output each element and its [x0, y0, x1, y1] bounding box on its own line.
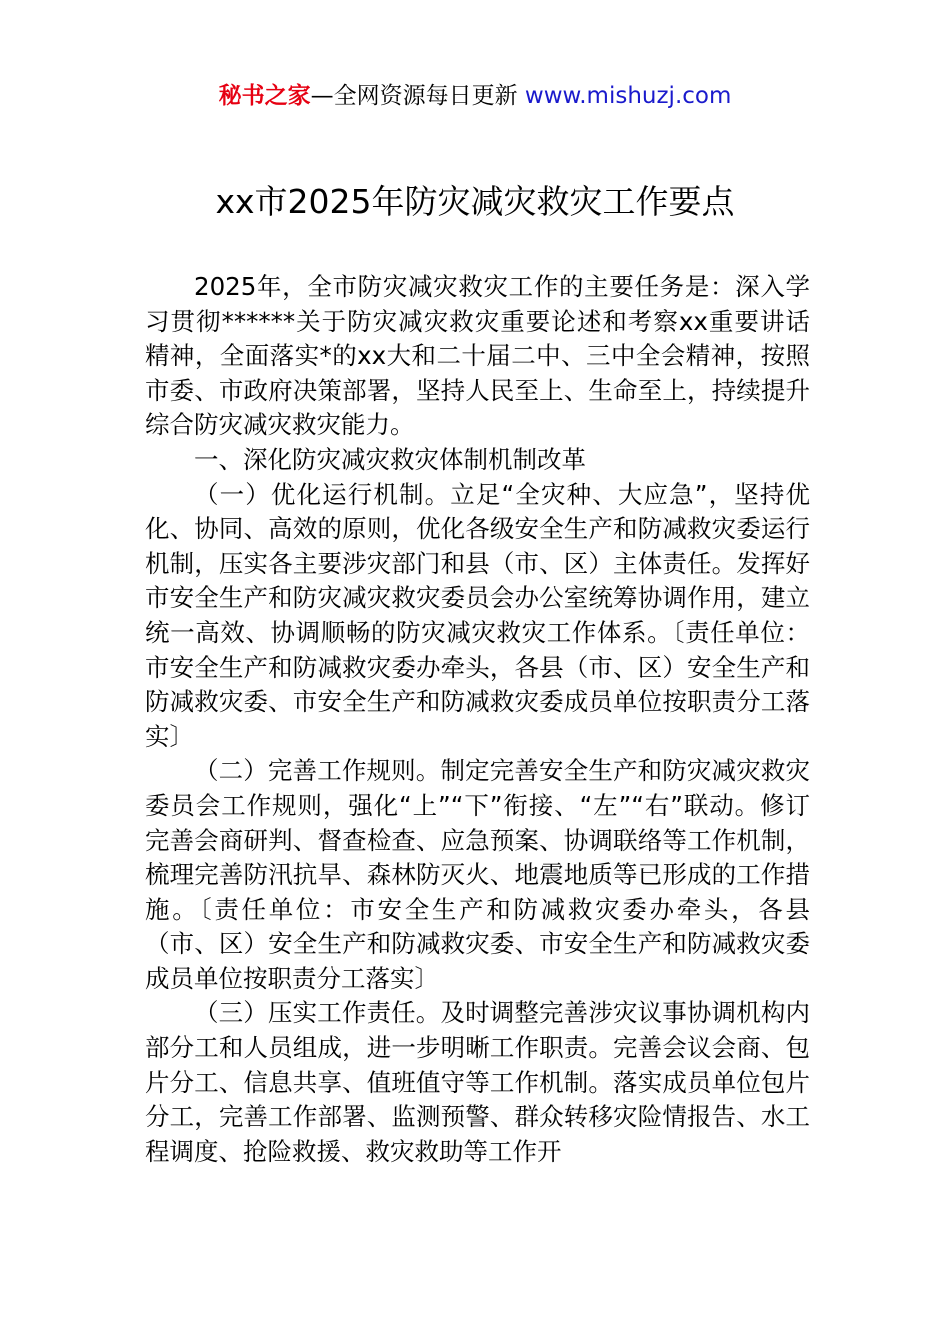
- intro-paragraph: 2025年，全市防灾减灾救灾工作的主要任务是：深入学习贯彻******关于防灾减灾救灾重要论述和考察xx重要讲话精神，全面落实*的xx大和二十届二中、三中全会精神，按照市委、市政府决策部署，坚持人民至上、生命至上，持续提升综合防灾减灾救灾能力。: [145, 272, 810, 440]
- site-header: [0, 78, 950, 114]
- document-title: xx市2025年防灾减灾救灾工作要点: [215, 182, 735, 221]
- section-heading: 一、深化防灾减灾救灾体制机制改革: [194, 444, 586, 474]
- body-paragraph: （三）压实工作责任。及时调整完善涉灾议事协调机构内部分工和人员组成，进一步明晰工作职责。完善会议会商、包片分工、信息共享、值班值守等工作机制。落实成员单位包片分工，完善工作部署、监测预警、群众转移灾险情报告、水工程调度、抢险救援、救灾救助等工作开: [145, 998, 810, 1166]
- site-brand: 秘书之家: [218, 83, 311, 109]
- body-paragraph: （二）完善工作规则。制定完善安全生产和防灾减灾救灾委员会工作规则，强化“上”“下”衔接、“左”“右”联动。修订完善会商研判、督查检查、应急预案、协调联络等工作机制，梳理完善防汛抗旱、森林防灭火、地震地质等已形成的工作措施。〔责任单位：市安全生产和防减救灾委办牵头，各县（市、区）安全生产和防减救灾委、市安全生产和防减救灾委成员单位按职责分工落实〕: [145, 756, 810, 993]
- body-paragraph: （一）优化运行机制。立足“全灾种、大应急”，坚持优化、协同、高效的原则，优化各级安全生产和防减救灾委运行机制，压实各主要涉灾部门和县（市、区）主体责任。发挥好市安全生产和防灾减灾救灾委员会办公室统筹协调作用，建立统一高效、协调顺畅的防灾减灾救灾工作体系。〔责任单位：市安全生产和防减救灾委办牵头，各县（市、区）安全生产和防减救灾委、市安全生产和防减救灾委成员单位按职责分工落实〕: [145, 479, 810, 751]
- site-url-link[interactable]: www.mishuzj.com: [524, 83, 732, 109]
- document-body: [145, 270, 810, 1169]
- site-slogan: —全网资源每日更新: [310, 83, 525, 109]
